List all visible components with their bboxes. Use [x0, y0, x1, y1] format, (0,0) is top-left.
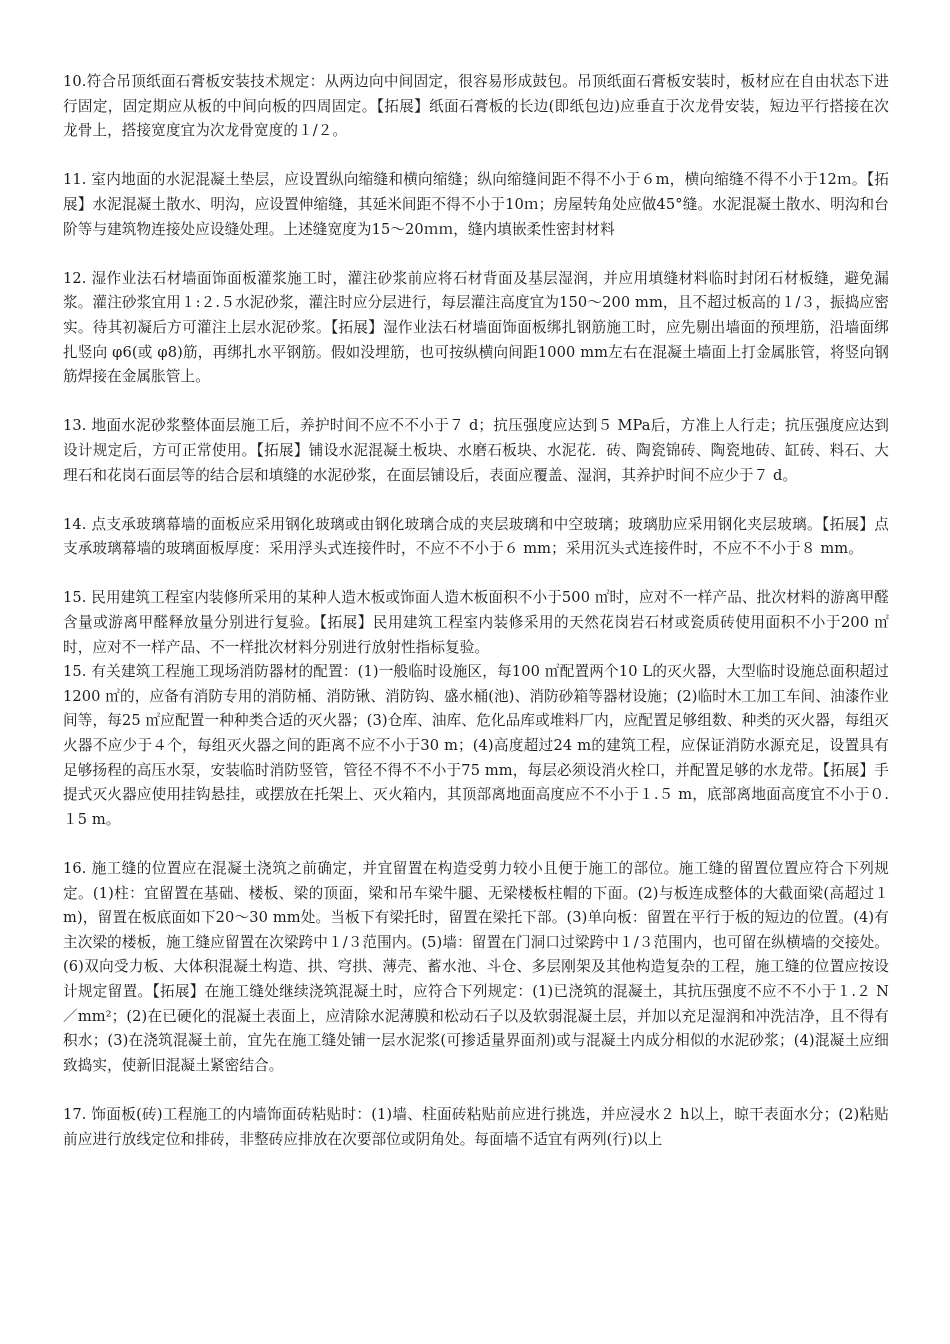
paragraph-13: 13. 地面水泥砂浆整体面层施工后，养护时间不应不不小于７ d；抗压强度应达到５ MPa后，方准上人行走；抗压强度应达到设计规定后，方可正常使用。【拓展】铺设水泥混凝土板块、水磨石板块、水泥花．砖、陶瓷锦砖、陶瓷地砖、缸砖、料石、大理石和花岗石面层等的结合层和填缝的水泥砂浆，在面层铺设后，表面应覆盖、湿润，其养护时间不应少于７ d。: [63, 417, 889, 484]
paragraph-16: 16. 施工缝的位置应在混凝土浇筑之前确定，并宜留置在构造受剪力较小且便于施工的部位。施工缝的留置位置应符合下列规定。(1)柱：宜留置在基础、楼板、梁的顶面，梁和吊车梁牛腿、无梁楼板柱帽的下面。(2)与板连成整体的大截面梁(高超过１ m)，留置在板底面如下20～30 mm处。当板下有梁托时，留置在梁托下部。(3)单向板：留置在平行于板的短边的位置。(4)有主次梁的楼板，施工缝应留置在次梁跨中１/３范围内。(5)墙：留置在门洞口过梁跨中１/３范围内，也可留在纵横墙的交接处。(6)双向受力板、大体积混凝土构造、拱、穹拱、薄壳、蓄水池、斗仓、多层刚架及其他构造复杂的工程，施工缝的位置应按设计规定留置。【拓展】在施工缝处继续浇筑混凝土时，应符合下列规定：(1)已浇筑的混凝土，其抗压强度不应不不小于１.２ N／mm²；(2)在已硬化的混凝土表面上，应清除水泥薄膜和松动石子以及软弱混凝土层，并加以充足湿润和冲洗洁净，且不得有积水；(3)在浇筑混凝土前，宜先在施工缝处铺一层水泥浆(可掺适量界面剂)或与混凝土内成分相似的水泥砂浆；(4)混凝土应细致捣实，使新旧混凝土紧密结合。: [63, 860, 889, 1074]
document-body: [63, 70, 889, 1152]
paragraph-11: 11. 室内地面的水泥混凝土垫层，应设置纵向缩缝和横向缩缝；纵向缩缝间距不得不小于６m，横向缩缝不得不小于12ｍ。【拓展】水泥混凝土散水、明沟，应设置伸缩缝，其延米间距不得不小于10ｍ；房屋转角处应做45°缝。水泥混凝土散水、明沟和台阶等与建筑物连接处应设缝处理。上述缝宽度为15～20ｍｍ，缝内填嵌柔性密封材料: [63, 171, 889, 238]
paragraph-14: 14. 点支承玻璃幕墙的面板应采用钢化玻璃或由钢化玻璃合成的夹层玻璃和中空玻璃；玻璃肋应采用钢化夹层玻璃。【拓展】点支承玻璃幕墙的玻璃面板厚度：采用浮头式连接件时，不应不不小于６ mm；采用沉头式连接件时，不应不不小于８ mm。: [63, 515, 889, 558]
paragraph-17: 17. 饰面板(砖)工程施工的内墙饰面砖粘贴时：(1)墙、柱面砖粘贴前应进行挑选，并应浸水２ h以上，晾干表面水分；(2)粘贴前应进行放线定位和排砖，非整砖应排放在次要部位或阴角处。每面墙不适宜有两列(行)以上: [63, 1105, 889, 1148]
paragraph-12: 12. 湿作业法石材墙面饰面板灌浆施工时，灌注砂浆前应将石材背面及基层湿润，并应用填缝材料临时封闭石材板缝，避免漏浆。灌注砂浆宜用１:２.５水泥砂浆，灌注时应分层进行，每层灌注高度宜为150～200 mm，且不超过板高的１/３，振捣应密实。待其初凝后方可灌注上层水泥砂浆。【拓展】湿作业法石材墙面饰面板绑扎钢筋施工时，应先剔出墙面的预埋筋，沿墙面绑扎竖向 φ6(或 φ8)筋，再绑扎水平钢筋。假如没埋筋，也可按纵横向间距1000 mm左右在混凝土墙面上打金属胀管，将竖向钢筋焊接在金属胀管上。: [63, 269, 889, 386]
paragraph-10: 10.符合吊顶纸面石膏板安装技术规定：从两边向中间固定，很容易形成鼓包。吊顶纸面石膏板安装时，板材应在自由状态下进行固定，固定期应从板的中间向板的四周固定。【拓展】纸面石膏板的长边(即纸包边)应垂直于次龙骨安装，短边平行搭接在次龙骨上，搭接宽度宜为次龙骨宽度的１/２。: [63, 73, 889, 140]
paragraph-15b: 15. 有关建筑工程施工现场消防器材的配置：(1)一般临时设施区，每100 ㎡配置两个10 L的灭火器，大型临时设施总面积超过1200 ㎡的，应备有消防专用的消防桶、消防锹、消防钩、盛水桶(池)、消防砂箱等器材设施；(2)临时木工加工车间、油漆作业间等，每25 ㎡应配置一种种类合适的灭火器；(3)仓库、油库、危化品库或堆料厂内，应配置足够组数、种类的灭火器，每组灭火器不应少于４个，每组灭火器之间的距离不应不小于30 m；(4)高度超过24 m的建筑工程，应保证消防水源充足，设置具有足够扬程的高压水泵，安装临时消防竖管，管径不得不不小于75 mm，每层必须设消火栓口，并配置足够的水龙带。【拓展】手提式灭火器应使用挂钩悬挂，或摆放在托架上、灭火箱内，其顶部离地面高度应不不小于１.５ m，底部离地面高度宜不小于０.１5 m。: [63, 663, 889, 828]
paragraph-15a: 15. 民用建筑工程室内装修所采用的某种人造木板或饰面人造木板面积不小于500 ㎡时，应对不一样产品、批次材料的游离甲醛含量或游离甲醛释放量分别进行复验。【拓展】民用建筑工程室内装修采用的天然花岗岩石材或瓷质砖使用面积不小于200 ㎡时，应对不一样产品、不一样批次材料分别进行放射性指标复验。: [63, 589, 889, 656]
